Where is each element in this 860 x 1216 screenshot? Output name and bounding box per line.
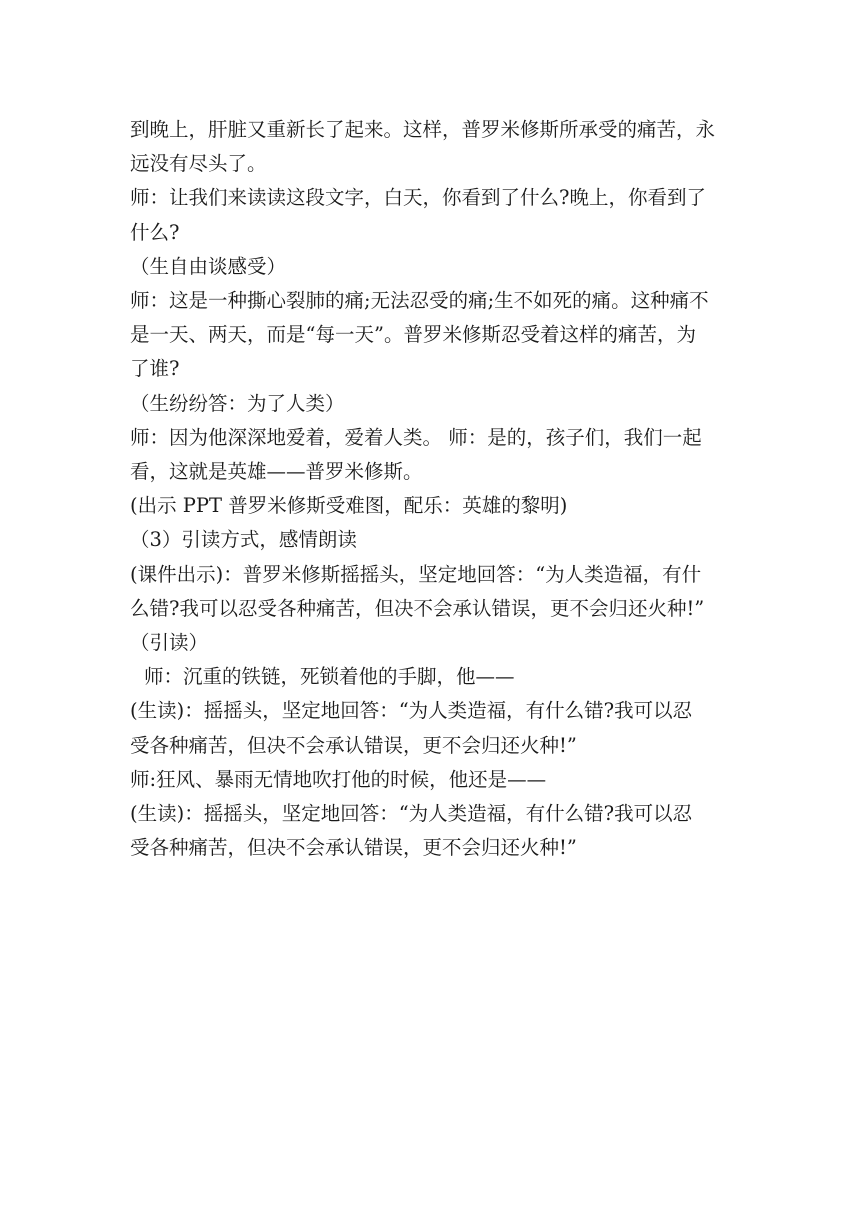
text-line: (课件出示)：普罗米修斯摇摇头，坚定地回答：“为人类造福，有什 (130, 562, 702, 586)
text-line: 受各种痛苦，但决不会承认错误，更不会归还火种!” (130, 733, 577, 757)
text-line: (生读)：摇摇头，坚定地回答：“为人类造福，有什么错?我可以忍 (130, 802, 693, 826)
text-line: 师：因为他深深地爱着，爱着人类。 师：是的，孩子们，我们一起 (130, 425, 702, 449)
text-line: 远没有尽头了。 (130, 152, 267, 176)
text-line: 到晚上，肝脏又重新长了起来。这样，普罗米修斯所承受的痛苦，永 (130, 118, 716, 141)
text-line: 师：沉重的铁链，死锁着他的手脚，他—— (144, 665, 515, 689)
text-line: 么错?我可以忍受各种痛苦，但决不会承认错误，更不会归还火种!” (130, 596, 705, 620)
text-line: 师：这是一种撕心裂肺的痛;无法忍受的痛;生不如死的痛。这种痛不 (130, 289, 709, 313)
text-line: (生读)：摇摇头，坚定地回答：“为人类造福，有什么错?我可以忍 (130, 699, 693, 723)
text-line: 受各种痛苦，但决不会承认错误，更不会归还火种!” (130, 836, 577, 860)
text-line: （生自由谈感受） (130, 254, 287, 278)
text-line: 了谁? (130, 357, 180, 381)
text-line: 什么? (130, 220, 180, 244)
text-line: 看，这就是英雄——普罗米修斯。 (130, 460, 423, 484)
text-line: 师：让我们来读读这段文字，白天，你看到了什么?晚上，你看到了 (130, 186, 706, 210)
text-line: 是一天、两天，而是“每一天”。普罗米修斯忍受着这样的痛苦，为 (130, 323, 696, 347)
text-line: （生纷纷答：为了人类） (130, 391, 345, 415)
text-line: （3）引读方式，感情朗读 (130, 528, 357, 552)
text-line: 师:狂风、暴雨无情地吹打他的时候，他还是—— (130, 767, 547, 791)
text-line: （引读） (130, 631, 209, 655)
text-line: (出示 PPT 普罗米修斯受难图，配乐：英雄的黎明) (130, 494, 568, 518)
document-body (130, 113, 735, 865)
